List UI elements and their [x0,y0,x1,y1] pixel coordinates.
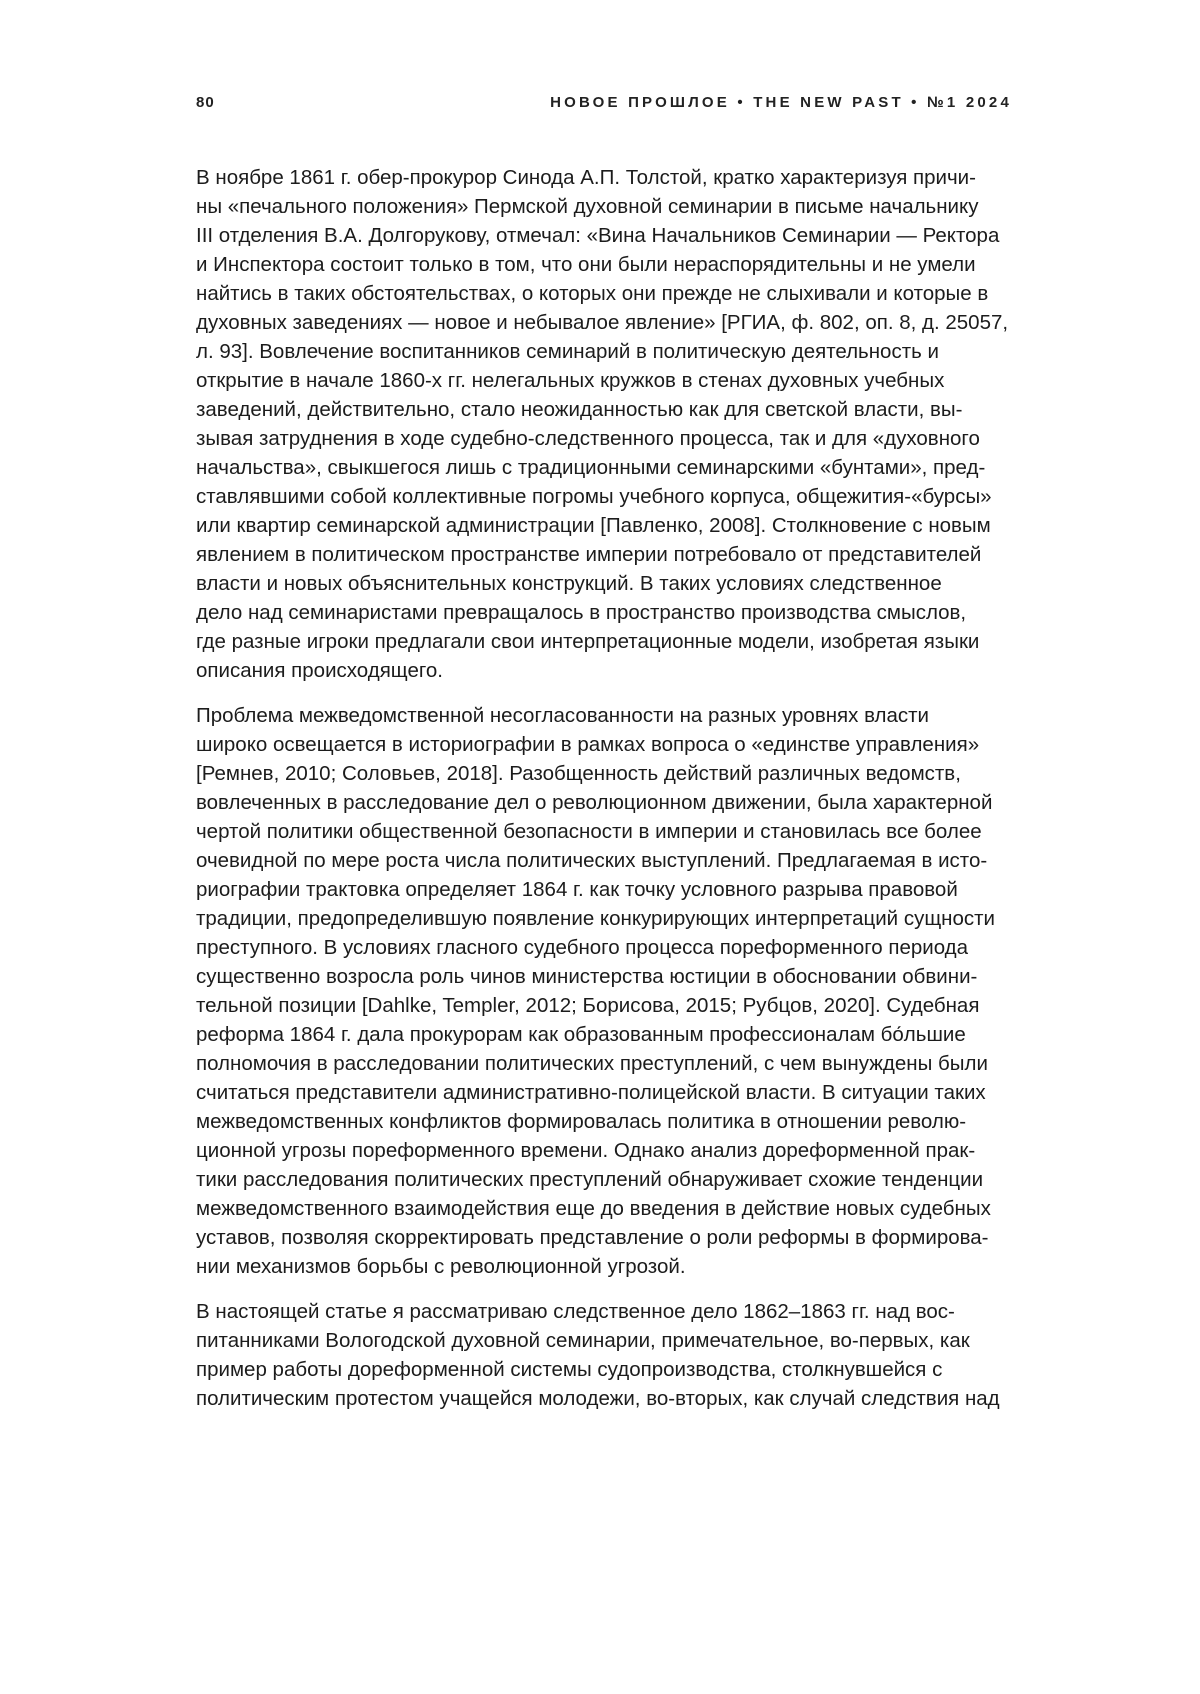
text-line: реформа 1864 г. дала прокурорам как образованным профессионалам бо́льшие [196,1023,966,1046]
text-line: где разные игроки предлагали свои интерпретационные модели, изобретая языки [196,630,980,653]
text-line: тельной позиции [Dahlke, Templer, 2012; Борисова, 2015; Рубцов, 2020]. Судебная [196,994,980,1017]
text-line: тики расследования политических преступлений обнаруживает схожие тенденции [196,1168,984,1191]
text-line: риографии трактовка определяет 1864 г. как точку условного разрыва правовой [196,878,958,901]
running-header [196,94,1012,111]
text-line: считаться представители административно-полицейской власти. В ситуации таких [196,1081,986,1104]
text-line: зывая затруднения в ходе судебно-следственного процесса, так и для «духовного [196,427,980,450]
text-line: В настоящей статье я рассматриваю следственное дело 1862–1863 гг. над вос- [196,1300,955,1323]
text-line: ставлявшими собой коллективные погромы учебного корпуса, общежития-«бурсы» [196,485,992,508]
text-line: межведомственных конфликтов формировалась политика в отношении револю- [196,1110,967,1133]
text-line: политическим протестом учащейся молодежи, во-вторых, как случай следствия над [196,1387,1000,1410]
text-line: III отделения В.А. Долгорукову, отмечал: «Вина Начальников Семинарии — Ректора [196,224,1000,247]
text-line: [Ремнев, 2010; Соловьев, 2018]. Разобщенность действий различных ведомств, [196,762,961,785]
text-line: преступного. В условиях гласного судебного процесса пореформенного периода [196,936,969,959]
text-line: вовлеченных в расследование дел о революционном движении, была характерной [196,791,993,814]
text-line: или квартир семинарской администрации [Павленко, 2008]. Столкновение с новым [196,514,991,537]
text-line: начальства», свыкшегося лишь с традиционными семинарскими «бунтами», пред- [196,456,986,479]
paragraph [196,1297,1012,1413]
text-line: нии механизмов борьбы с революционной угрозой. [196,1255,686,1278]
text-line: питанниками Вологодской духовной семинарии, примечательное, во-первых, как [196,1329,970,1352]
page-number: 80 [196,94,215,111]
text-line: В ноябре 1861 г. обер-прокурор Синода А.П. Толстой, кратко характеризуя причи- [196,166,976,189]
text-line: полномочия в расследовании политических преступлений, с чем вынуждены были [196,1052,988,1075]
text-line: открытие в начале 1860-х гг. нелегальных кружков в стенах духовных учебных [196,369,945,392]
article-body [196,163,1012,1413]
text-line: духовных заведениях — новое и небывалое явление» [РГИА, ф. 802, оп. 8, д. 25057, [196,311,1009,334]
running-title: НОВОЕ ПРОШЛОЕ • THE NEW PAST • №1 2024 [550,94,1012,111]
text-line: Проблема межведомственной несогласованности на разных уровнях власти [196,704,929,727]
text-line: описания происходящего. [196,659,443,682]
text-line: уставов, позволяя скорректировать представление о роли реформы в формирова- [196,1226,989,1249]
text-line: л. 93]. Вовлечение воспитанников семинарий в политическую деятельность и [196,340,939,363]
text-line: традиции, предопределившую появление конкурирующих интерпретаций сущности [196,907,995,930]
text-line: дело над семинаристами превращалось в пространство производства смыслов, [196,601,967,624]
text-line: существенно возросла роль чинов министерства юстиции в обосновании обвини- [196,965,978,988]
text-line: пример работы дореформенной системы судопроизводства, столкнувшейся с [196,1358,943,1381]
text-line: ционной угрозы пореформенного времени. Однако анализ дореформенной прак- [196,1139,976,1162]
text-line: найтись в таких обстоятельствах, о которых они прежде не слыхивали и которые в [196,282,989,305]
text-line: чертой политики общественной безопасности в империи и становилась все более [196,820,982,843]
text-line: явлением в политическом пространстве империи потребовало от представителей [196,543,982,566]
paragraph [196,163,1012,685]
text-line: и Инспектора состоит только в том, что они были нераспорядительны и не умели [196,253,976,276]
text-line: заведений, действительно, стало неожиданностью как для светской власти, вы- [196,398,963,421]
text-line: власти и новых объяснительных конструкций. В таких условиях следственное [196,572,942,595]
text-line: широко освещается в историографии в рамках вопроса о «единстве управления» [196,733,980,756]
text-line: ны «печального положения» Пермской духовной семинарии в письме начальнику [196,195,979,218]
paragraph [196,701,1012,1281]
text-line: очевидной по мере роста числа политических выступлений. Предлагаемая в исто- [196,849,988,872]
text-line: межведомственного взаимодействия еще до введения в действие новых судебных [196,1197,991,1220]
